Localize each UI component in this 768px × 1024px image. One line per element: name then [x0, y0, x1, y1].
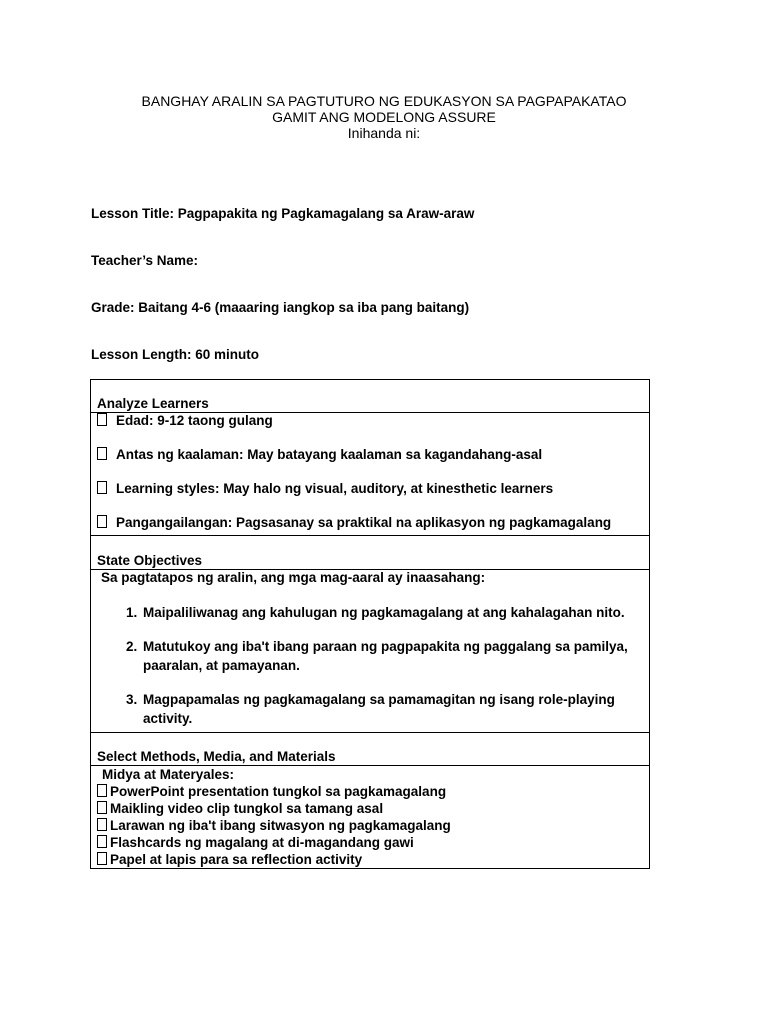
bullet-icon: [97, 515, 107, 528]
list-item: Antas ng kaalaman: May batayang kaalaman sa kagandahang-asal: [97, 447, 643, 481]
list-item: Flashcards ng magalang at di-magandang gawi: [97, 834, 643, 851]
objective-item: 1. Maipaliliwanag ang kahulugan ng pagkamagalang at ang kahalagahan nito.: [141, 603, 643, 622]
bullet-icon: [97, 818, 107, 831]
objectives-list: [97, 603, 643, 728]
document-header: [0, 93, 768, 141]
teacher-name: Teacher’s Name:: [91, 253, 199, 268]
analyze-learners-heading: Analyze Learners: [91, 380, 650, 413]
document-subtitle: GAMIT ANG MODELONG ASSURE: [272, 109, 496, 125]
bullet-icon: [97, 413, 107, 426]
bullet-icon: [97, 447, 107, 460]
bullet-icon: [97, 801, 107, 814]
document-title: BANGHAY ARALIN SA PAGTUTURO NG EDUKASYON SA PAGPAPAKATAO: [141, 93, 627, 109]
prepared-by: Inihanda ni:: [347, 125, 421, 141]
bullet-icon: [97, 481, 107, 494]
list-item: Edad: 9-12 taong gulang: [97, 413, 643, 447]
list-item: Papel at lapis para sa reflection activity: [97, 851, 643, 868]
methods-body: [91, 766, 650, 869]
list-item: Learning styles: May halo ng visual, auditory, at kinesthetic learners: [97, 481, 643, 515]
lesson-plan-table: [90, 379, 650, 869]
grade: Grade: Baitang 4-6 (maaaring iangkop sa iba pang baitang): [91, 300, 470, 315]
list-item: PowerPoint presentation tungkol sa pagkamagalang: [97, 783, 643, 800]
methods-heading: Select Methods, Media, and Materials: [91, 733, 650, 766]
bullet-icon: [97, 835, 107, 848]
state-objectives-body: [91, 570, 650, 733]
objectives-intro: Sa pagtatapos ng aralin, ang mga mag-aaral ay inaasahang:: [101, 570, 486, 585]
list-item: Larawan ng iba't ibang sitwasyon ng pagkamagalang: [97, 817, 643, 834]
objective-item: 3. Magpapamalas ng pagkamagalang sa pamamagitan ng isang role-playing activity.: [141, 690, 643, 728]
objective-item: 2. Matutukoy ang iba't ibang paraan ng pagpapakita ng paggalang sa pamilya, paaralan, at pamayanan.: [141, 637, 643, 675]
lesson-length: Lesson Length: 60 minuto: [91, 347, 260, 362]
list-item: Maikling video clip tungkol sa tamang asal: [97, 800, 643, 817]
midya-title: Midya at Materyales:: [102, 767, 235, 782]
bullet-icon: [97, 852, 107, 865]
lesson-title: Lesson Title: Pagpapakita ng Pagkamagalang sa Araw-araw: [91, 206, 475, 221]
state-objectives-heading: State Objectives: [91, 536, 650, 570]
list-item: Pangangailangan: Pagsasanay sa praktikal na aplikasyon ng pagkamagalang: [97, 515, 643, 535]
analyze-learners-body: [91, 413, 650, 536]
bullet-icon: [97, 784, 107, 797]
